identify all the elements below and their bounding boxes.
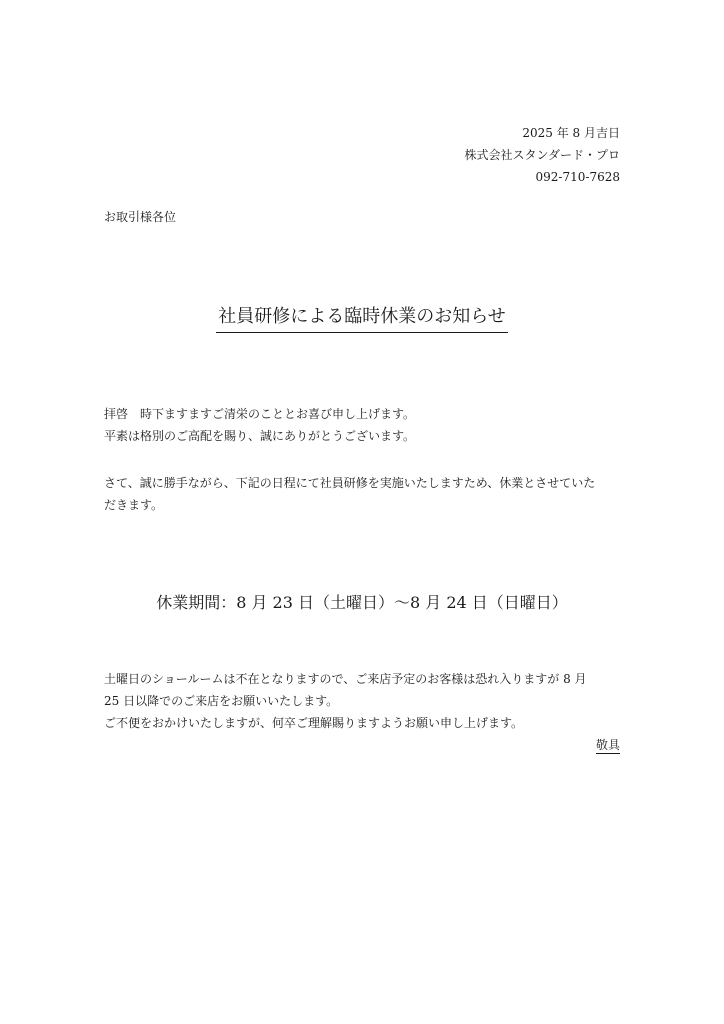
- closing-phrase: 敬具: [595, 738, 620, 752]
- phone-number: 092‐710‐7628: [535, 170, 620, 184]
- sender-block: [464, 122, 620, 188]
- notice-line-1: 土曜日のショールームは不在となりますので、ご来店予定のお客様は恐れ入りますが 8 月: [104, 672, 587, 686]
- issue-date: 2025 年 8 月吉日: [522, 126, 620, 140]
- greeting-line-2: 平素は格別のご高配を賜り、誠にありがとうございます。: [104, 429, 416, 443]
- notice-paragraph: [104, 668, 624, 734]
- request-line-2: だきます。: [104, 498, 164, 512]
- greeting-line-1: 拝啓 時下ますますご清栄のこととお喜び申し上げます。: [104, 407, 416, 421]
- document-title-wrapper: [0, 303, 724, 333]
- company-name: 株式会社スタンダード・プロ: [464, 148, 620, 162]
- greeting-paragraph: [104, 403, 624, 447]
- document-title: 社員研修による臨時休業のお知らせ: [216, 303, 507, 333]
- notice-line-2: 25 日以降でのご来店をお願いいたします。: [104, 694, 339, 708]
- request-paragraph: [104, 472, 624, 516]
- recipient: お取引様各位: [104, 210, 177, 224]
- notice-line-3: ご不便をおかけいたしますが、何卒ご理解賜りますようお願い申し上げます。: [104, 716, 524, 730]
- request-line-1: さて、誠に勝手ながら、下記の日程にて社員研修を実施いたしますため、休業とさせていた: [104, 476, 596, 490]
- closure-period: 休業期間：8 月 23 日（土曜日）～8 月 24 日（日曜日）: [156, 593, 568, 612]
- closing-wrapper: [596, 734, 620, 756]
